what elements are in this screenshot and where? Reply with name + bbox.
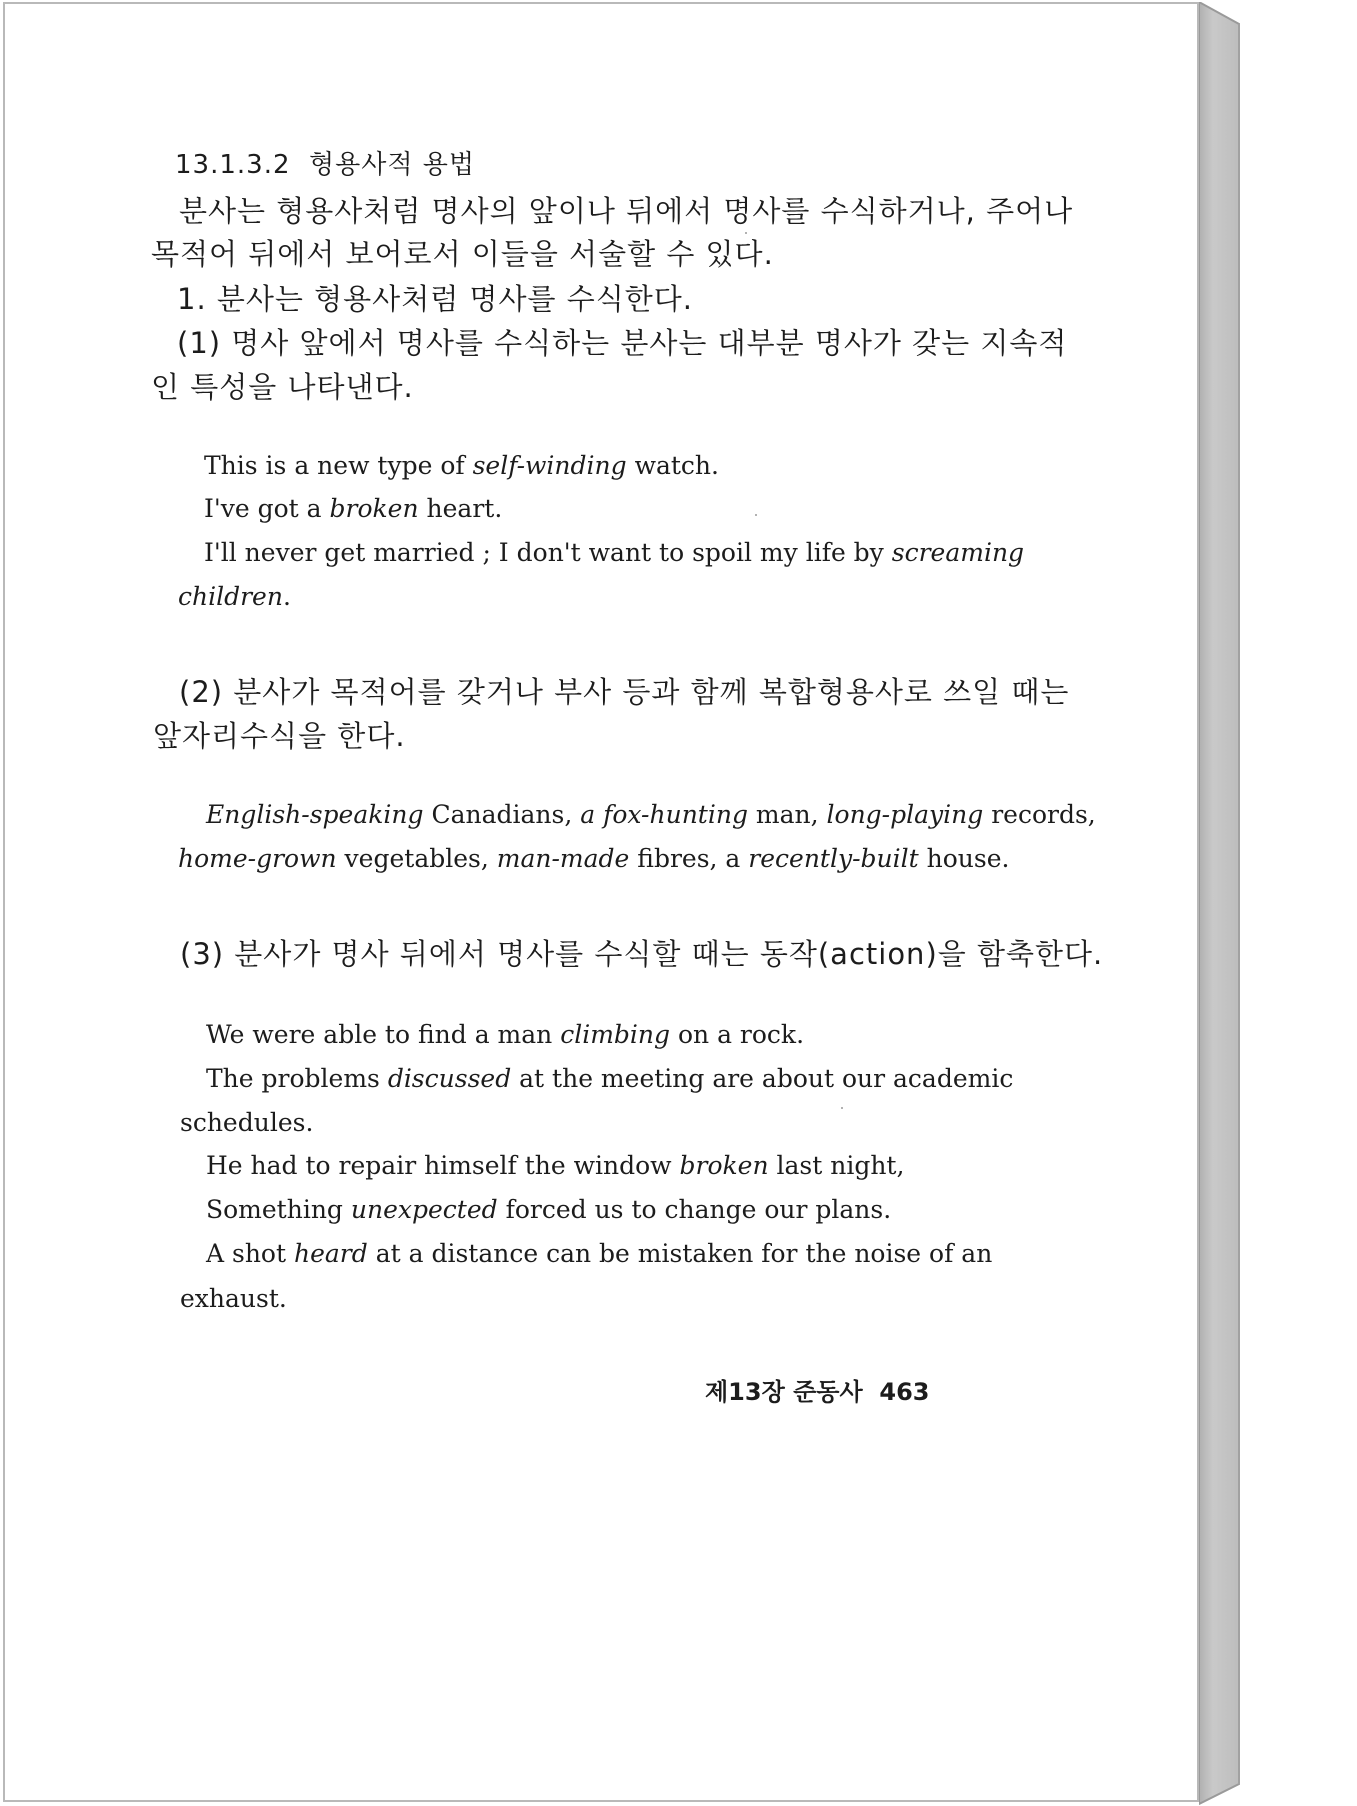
- scan-speck: [841, 1107, 843, 1109]
- example-sentence: schedules.: [180, 1108, 314, 1137]
- page-number: 463: [879, 1378, 930, 1406]
- section-number: 13.1.3.2: [175, 150, 291, 180]
- sub1-line-2: 인 특성을 나타낸다.: [151, 370, 414, 404]
- example-sentence: children.: [178, 582, 291, 611]
- example-sentence: exhaust.: [180, 1284, 287, 1313]
- page-footer: [705, 1372, 930, 1407]
- example-sentence: We were able to find a man climbing on a rock.: [206, 1020, 805, 1049]
- chapter-label: 제13장 준동사: [705, 1378, 863, 1406]
- example-sentence: The problems discussed at the meeting are about our academic: [206, 1064, 1014, 1093]
- book-page: [3, 2, 1199, 1802]
- sub2-line-2: 앞자리수식을 한다.: [153, 719, 406, 753]
- intro-line-1: 분사는 형용사처럼 명사의 앞이나 뒤에서 명사를 수식하거나, 주어나: [179, 194, 1074, 228]
- example-sentence: Something unexpected forced us to change our plans.: [206, 1195, 892, 1224]
- section-heading: [175, 144, 475, 181]
- compound-adjective-examples: English-speaking Canadians, a fox-hunting man, long-playing records,: [206, 800, 1096, 829]
- book-edge-shape: [1199, 2, 1289, 1806]
- sub1-line-1: (1) 명사 앞에서 명사를 수식하는 분사는 대부분 명사가 갖는 지속적: [177, 326, 1068, 360]
- compound-adjective-examples: home-grown vegetables, man-made fibres, a recently-built house.: [178, 844, 1010, 873]
- example-sentence: A shot heard at a distance can be mistaken for the noise of an: [206, 1239, 993, 1268]
- point-1-heading: 1. 분사는 형용사처럼 명사를 수식한다.: [177, 282, 693, 316]
- scan-speck: [745, 232, 747, 234]
- section-title: 형용사적 용법: [309, 150, 476, 180]
- sub2-line-1: (2) 분사가 목적어를 갖거나 부사 등과 함께 복합형용사로 쓰일 때는: [179, 675, 1070, 709]
- intro-line-2: 목적어 뒤에서 보어로서 이들을 서술할 수 있다.: [151, 237, 774, 271]
- example-sentence: This is a new type of self-winding watch.: [204, 451, 719, 480]
- example-sentence: I'll never get married ; I don't want to spoil my life by screaming: [204, 538, 1025, 567]
- scan-speck: [755, 514, 757, 516]
- example-sentence: I've got a broken heart.: [204, 494, 503, 523]
- sub3-line-1: (3) 분사가 명사 뒤에서 명사를 수식할 때는 동작(action)을 함축한다.: [180, 937, 1104, 971]
- example-sentence: He had to repair himself the window broken last night,: [206, 1151, 905, 1180]
